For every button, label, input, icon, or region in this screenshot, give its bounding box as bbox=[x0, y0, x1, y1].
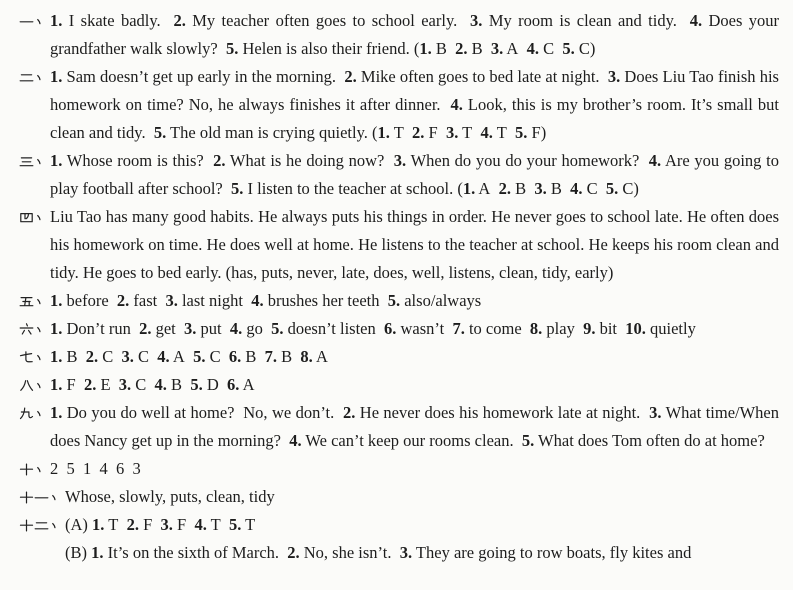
section-marker bbox=[19, 147, 50, 175]
answer-section-12 bbox=[19, 511, 779, 567]
answer-line: 1. B 2. C 3. C 4. A 5. C 6. B 7. B 8. A bbox=[50, 347, 328, 366]
item-number: 5. bbox=[387, 291, 401, 310]
cjk-numeral-glyph bbox=[19, 378, 34, 393]
item-number: 4. bbox=[194, 515, 207, 534]
item-number: 1. bbox=[50, 375, 63, 394]
cjk-enumeration-comma-glyph bbox=[34, 462, 45, 477]
item-number: 2. bbox=[344, 67, 357, 86]
answer-line: 1. Do you do well at home? No, we don’t. 2. He never does his homework late at night. 3. What time/When does Nancy get up in the morning? 4. We can’t keep our rooms clean. 5. What does Tom often do at home? bbox=[50, 403, 780, 450]
item-number: 1. bbox=[377, 123, 390, 142]
item-number: 1. bbox=[50, 403, 63, 422]
cjk-enumeration-comma-glyph bbox=[49, 490, 60, 505]
section-marker bbox=[19, 315, 50, 343]
cjk-numeral-glyph bbox=[34, 518, 49, 533]
cjk-enumeration-comma-glyph bbox=[34, 350, 45, 365]
item-number: 1. bbox=[50, 67, 63, 86]
item-number: 3. bbox=[649, 403, 662, 422]
item-number: 3. bbox=[534, 179, 547, 198]
item-number: 10. bbox=[625, 319, 646, 338]
answer-section-1 bbox=[19, 7, 779, 63]
section-content bbox=[65, 511, 779, 567]
item-number: 5. bbox=[515, 123, 528, 142]
answer-section-10 bbox=[19, 455, 779, 483]
answer-line: 1. before 2. fast 3. last night 4. brushes her teeth 5. also/always bbox=[50, 291, 482, 310]
item-number: 1. bbox=[50, 319, 63, 338]
section-content bbox=[50, 63, 779, 147]
item-number: 2. bbox=[85, 347, 99, 366]
cjk-numeral-glyph bbox=[19, 406, 34, 421]
item-number: 7. bbox=[452, 319, 465, 338]
section-marker bbox=[19, 203, 50, 231]
item-number: 5. bbox=[605, 179, 619, 198]
item-number: 5. bbox=[193, 347, 206, 366]
answer-line: 1. Whose room is this? 2. What is he doing now? 3. When do you do your homework? 4. Are you going to play football after school? 5. I listen to the teacher at school. (1. A 2. B 3. B 4. C 5. C) bbox=[50, 151, 779, 198]
item-number: 4. bbox=[229, 319, 243, 338]
item-number: 4. bbox=[480, 123, 493, 142]
cjk-numeral-glyph bbox=[19, 70, 34, 85]
item-number: 2. bbox=[455, 39, 468, 58]
section-content bbox=[50, 455, 779, 483]
item-number: 1. bbox=[92, 515, 105, 534]
item-number: 2. bbox=[287, 543, 300, 562]
answer-section-3 bbox=[19, 147, 779, 203]
cjk-enumeration-comma-glyph bbox=[34, 406, 45, 421]
section-content bbox=[50, 371, 779, 399]
item-number: 3. bbox=[393, 151, 407, 170]
item-number: 3. bbox=[445, 123, 459, 142]
item-number: 4. bbox=[450, 95, 463, 114]
answer-section-6 bbox=[19, 315, 779, 343]
item-number: 3. bbox=[490, 39, 504, 58]
section-marker bbox=[19, 399, 50, 427]
cjk-enumeration-comma-glyph bbox=[49, 518, 60, 533]
item-number: 2. bbox=[173, 11, 186, 30]
item-number: 4. bbox=[289, 431, 302, 450]
item-number: 5. bbox=[521, 431, 535, 450]
item-number: 3. bbox=[121, 347, 134, 366]
cjk-numeral-glyph bbox=[19, 14, 34, 29]
section-marker bbox=[19, 7, 50, 35]
section-content bbox=[50, 287, 779, 315]
section-marker bbox=[19, 343, 50, 371]
item-number: 6. bbox=[384, 319, 397, 338]
item-number: 9. bbox=[583, 319, 596, 338]
item-number: 5. bbox=[228, 515, 242, 534]
answer-line: 1. I skate badly. 2. My teacher often goes to school early. 3. My room is clean and tidy. 4. Does your grandfather walk slowly? 5. Helen is also their friend. (1. B 2. B 3. A 4. C 5. C) bbox=[50, 11, 780, 58]
item-number: 2. bbox=[412, 123, 425, 142]
item-number: 3. bbox=[184, 319, 197, 338]
item-number: 3. bbox=[470, 11, 483, 30]
answer-section-7 bbox=[19, 343, 779, 371]
cjk-numeral-glyph bbox=[19, 350, 34, 365]
section-content bbox=[50, 399, 779, 455]
item-number: 3. bbox=[399, 543, 413, 562]
item-number: 4. bbox=[648, 151, 662, 170]
item-number: 5. bbox=[225, 39, 239, 58]
section-content bbox=[65, 483, 779, 511]
item-number: 2. bbox=[343, 403, 356, 422]
item-number: 2. bbox=[498, 179, 511, 198]
item-number: 4. bbox=[689, 11, 703, 30]
answer-line: 1. Don’t run 2. get 3. put 4. go 5. doesn’t listen 6. wasn’t 7. to come 8. play 9. bit 10. quietly bbox=[50, 319, 696, 338]
item-number: 1. bbox=[50, 11, 63, 30]
item-number: 1. bbox=[50, 151, 63, 170]
cjk-numeral-glyph bbox=[19, 294, 34, 309]
item-number: 3. bbox=[160, 515, 173, 534]
cjk-numeral-glyph bbox=[19, 462, 34, 477]
item-number: 4. bbox=[154, 375, 167, 394]
item-number: 7. bbox=[264, 347, 277, 366]
item-number: 1. bbox=[462, 179, 476, 198]
section-marker bbox=[19, 511, 65, 539]
section-marker bbox=[19, 455, 50, 483]
item-number: 3. bbox=[607, 67, 621, 86]
cjk-enumeration-comma-glyph bbox=[34, 14, 45, 29]
cjk-enumeration-comma-glyph bbox=[34, 210, 45, 225]
item-number: 3. bbox=[118, 375, 132, 394]
item-number: 4. bbox=[251, 291, 264, 310]
section-marker bbox=[19, 63, 50, 91]
answer-section-8 bbox=[19, 371, 779, 399]
section-content bbox=[50, 203, 779, 287]
cjk-numeral-glyph bbox=[19, 210, 34, 225]
cjk-numeral-glyph bbox=[19, 518, 34, 533]
section-content bbox=[50, 7, 779, 63]
answer-line: (A) 1. T 2. F 3. F 4. T 5. T bbox=[65, 515, 256, 534]
item-number: 5. bbox=[271, 319, 284, 338]
item-number: 1. bbox=[419, 39, 432, 58]
cjk-numeral-glyph bbox=[19, 322, 34, 337]
section-content bbox=[50, 315, 779, 343]
item-number: 5. bbox=[190, 375, 203, 394]
cjk-numeral-glyph bbox=[19, 490, 34, 505]
answer-section-2 bbox=[19, 63, 779, 147]
item-number: 4. bbox=[526, 39, 539, 58]
answer-line: 1. F 2. E 3. C 4. B 5. D 6. A bbox=[50, 375, 255, 394]
answer-section-11 bbox=[19, 483, 779, 511]
answer-line: (B) 1. It’s on the sixth of March. 2. No, she isn’t. 3. They are going to row boats, fly kites and bbox=[65, 543, 692, 562]
section-marker bbox=[19, 483, 65, 511]
item-number: 2. bbox=[126, 515, 139, 534]
section-marker bbox=[19, 287, 50, 315]
cjk-enumeration-comma-glyph bbox=[34, 378, 45, 393]
item-number: 5. bbox=[230, 179, 244, 198]
item-number: 2. bbox=[213, 151, 226, 170]
section-content bbox=[50, 147, 779, 203]
cjk-numeral-glyph bbox=[34, 490, 49, 505]
cjk-numeral-glyph bbox=[19, 154, 34, 169]
item-number: 3. bbox=[165, 291, 178, 310]
item-number: 1. bbox=[50, 347, 63, 366]
answer-line: 1. Sam doesn’t get up early in the morning. 2. Mike often goes to bed late at night. 3. Does Liu Tao finish his homework on time? No, he always finishes it after dinner. 4. Look, this is my brother’s room. It’s small but clean and tidy. 5. The old man is crying quietly. (1. T 2. F 3. T 4. T 5. F) bbox=[50, 67, 779, 142]
answer-section-5 bbox=[19, 287, 779, 315]
cjk-enumeration-comma-glyph bbox=[34, 70, 45, 85]
item-number: 2. bbox=[116, 291, 130, 310]
answer-section-4 bbox=[19, 203, 779, 287]
cjk-enumeration-comma-glyph bbox=[34, 294, 45, 309]
item-number: 5. bbox=[562, 39, 575, 58]
item-number: 6. bbox=[228, 347, 242, 366]
item-number: 5. bbox=[153, 123, 167, 142]
cjk-enumeration-comma-glyph bbox=[34, 322, 45, 337]
item-number: 4. bbox=[157, 347, 170, 366]
item-number: 8. bbox=[529, 319, 543, 338]
item-number: 4. bbox=[570, 179, 583, 198]
answer-line: Whose, slowly, puts, clean, tidy bbox=[65, 487, 275, 506]
answer-section-9 bbox=[19, 399, 779, 455]
item-number: 8. bbox=[300, 347, 313, 366]
section-content bbox=[50, 343, 779, 371]
item-number: 2. bbox=[139, 319, 152, 338]
answer-line: 2 5 1 4 6 3 bbox=[50, 459, 141, 478]
section-marker bbox=[19, 371, 50, 399]
item-number: 6. bbox=[226, 375, 240, 394]
item-number: 1. bbox=[50, 291, 63, 310]
cjk-enumeration-comma-glyph bbox=[34, 154, 45, 169]
answer-line: Liu Tao has many good habits. He always puts his things in order. He never goes to school late. He often does his homework on time. He does well at home. He listens to the teacher at school. He keeps his room clean and tidy. He goes to bed early. (has, puts, never, late, does, well, listens, clean, tidy, early) bbox=[50, 207, 779, 282]
item-number: 2. bbox=[83, 375, 97, 394]
item-number: 1. bbox=[91, 543, 104, 562]
